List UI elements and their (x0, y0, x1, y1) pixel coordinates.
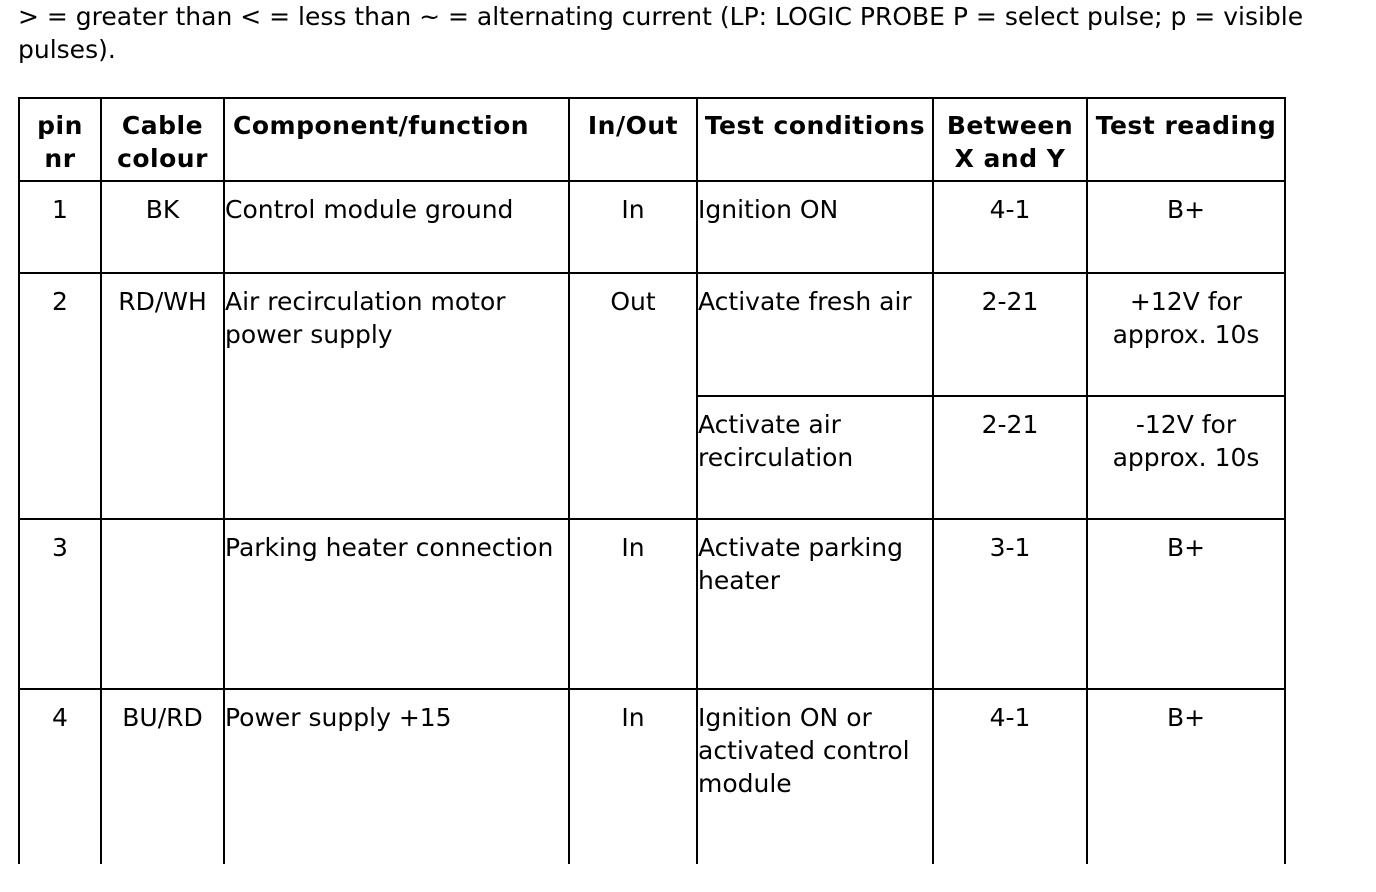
in-out: In (569, 689, 697, 864)
test-conditions: Ignition ON or activated control module (697, 689, 933, 864)
between-x-y: 2-21 (933, 396, 1087, 519)
header-in-out: In/Out (569, 98, 697, 181)
table-row (19, 181, 1285, 273)
in-out: In (569, 181, 697, 273)
test-reading: B+ (1087, 689, 1285, 864)
test-conditions: Activate air recirculation (697, 396, 933, 519)
component-function: Power supply +15 (224, 689, 569, 864)
header-cable-colour: Cable colour (101, 98, 224, 181)
test-conditions: Activate fresh air (697, 273, 933, 396)
header-test-reading: Test reading (1087, 98, 1285, 181)
test-conditions: Activate parking heater (697, 519, 933, 689)
table-row (19, 273, 1285, 396)
component-function: Parking heater connection (224, 519, 569, 689)
cable-colour: BK (101, 181, 224, 273)
test-reading: B+ (1087, 181, 1285, 273)
test-reading: B+ (1087, 519, 1285, 689)
component-function: Control module ground (224, 181, 569, 273)
component-function: Air recirculation motor power supply (224, 273, 569, 519)
header-between-x-y: Between X and Y (933, 98, 1087, 181)
pin-number: 2 (19, 273, 101, 519)
cable-colour (101, 519, 224, 689)
cable-colour: BU/RD (101, 689, 224, 864)
table-header-row (19, 98, 1285, 181)
in-out: In (569, 519, 697, 689)
test-reading: -12V for approx. 10s (1087, 396, 1285, 519)
between-x-y: 3-1 (933, 519, 1087, 689)
header-test-conditions: Test conditions (697, 98, 933, 181)
cable-colour: RD/WH (101, 273, 224, 519)
pin-number: 1 (19, 181, 101, 273)
between-x-y: 4-1 (933, 689, 1087, 864)
test-conditions: Ignition ON (697, 181, 933, 273)
table-row (19, 689, 1285, 864)
pin-number: 4 (19, 689, 101, 864)
between-x-y: 4-1 (933, 181, 1087, 273)
in-out: Out (569, 273, 697, 519)
header-component-function: Component/function (224, 98, 569, 181)
table-row (19, 519, 1285, 689)
legend-text: > = greater than < = less than ~ = alternating current (LP: LOGIC PROBE P = select pulse; p = visible pulses). (18, 2, 1304, 64)
between-x-y: 2-21 (933, 273, 1087, 396)
test-reading: +12V for approx. 10s (1087, 273, 1285, 396)
pin-number: 3 (19, 519, 101, 689)
header-pin-nr: pin nr (19, 98, 101, 181)
pin-test-table (18, 97, 1286, 864)
